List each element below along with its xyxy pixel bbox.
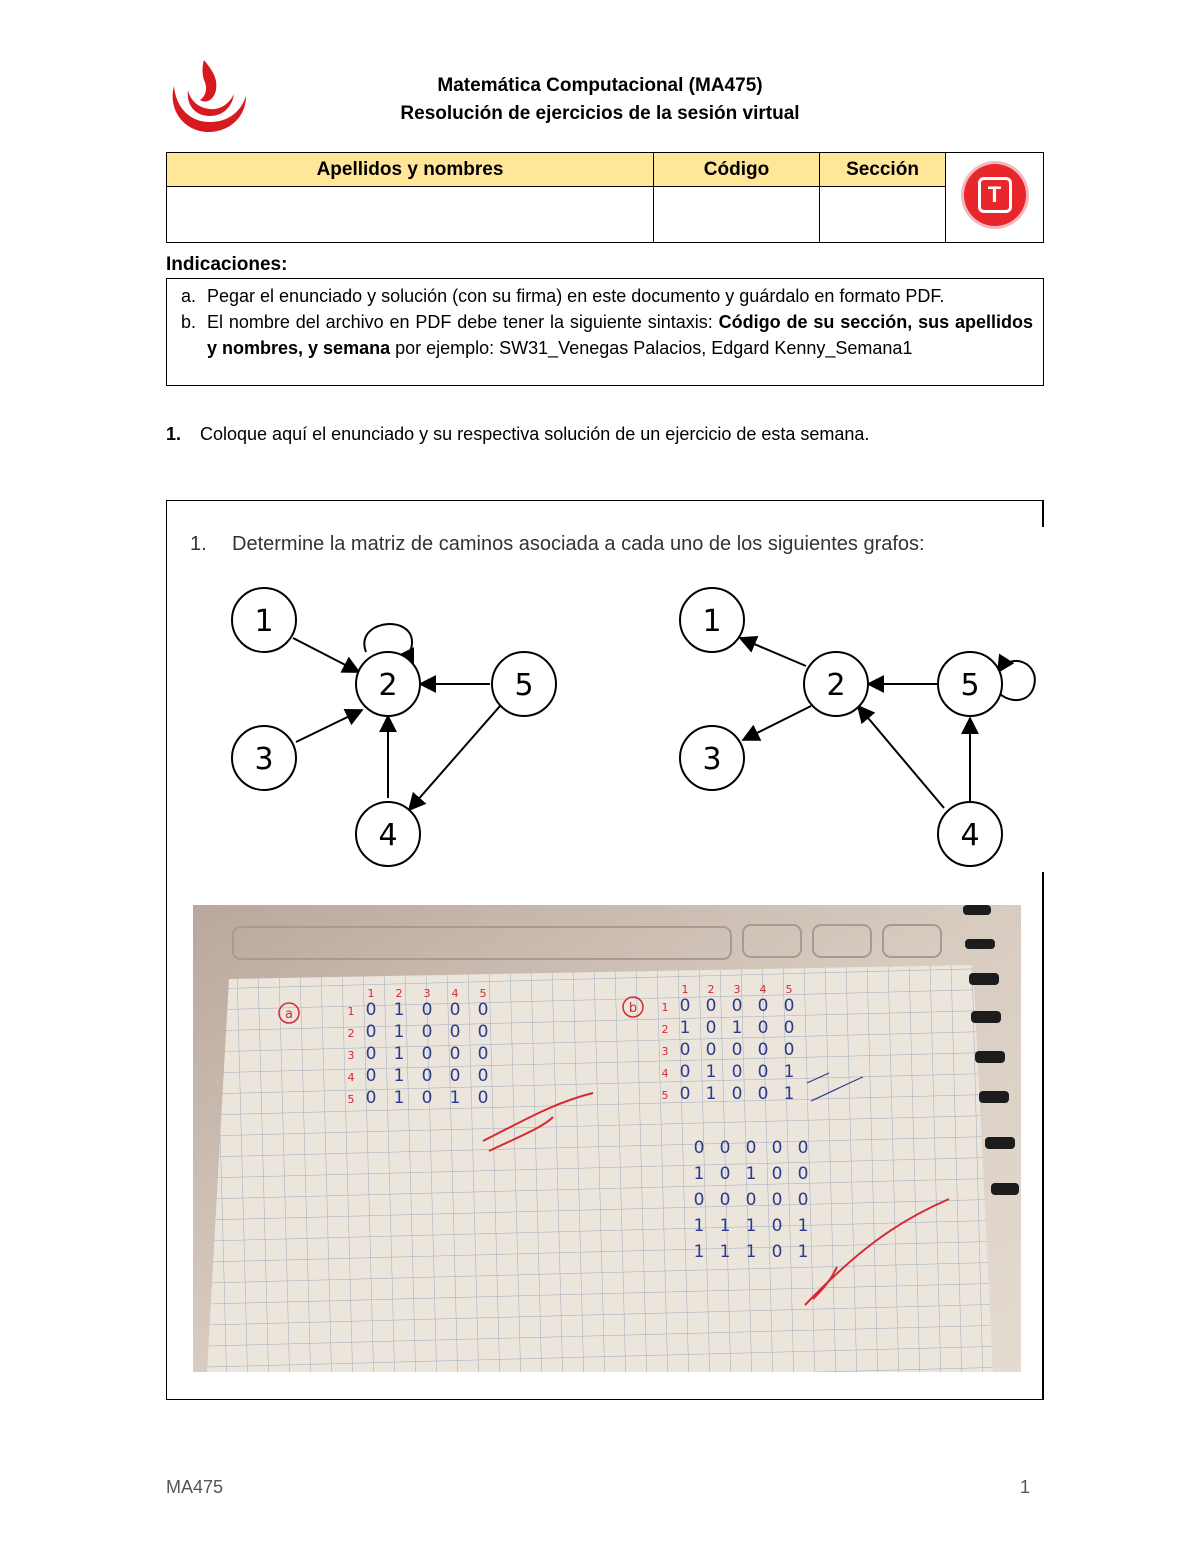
row-header: 2 xyxy=(661,1023,669,1036)
notebook-photo xyxy=(193,905,1021,1372)
label-b: b xyxy=(628,1001,638,1016)
matrix-cell: 0 xyxy=(477,1044,489,1064)
column-header: 2 xyxy=(707,983,715,996)
upc-logo-icon xyxy=(166,56,250,136)
node-label: 5 xyxy=(960,668,980,703)
name-field[interactable] xyxy=(167,187,654,243)
graphs-figure xyxy=(166,580,1042,880)
matrix-cell: 0 xyxy=(679,1084,691,1104)
graph-a xyxy=(293,624,500,810)
matrix-cell: 1 xyxy=(449,1088,461,1108)
section-field[interactable] xyxy=(820,187,946,243)
row-header: 5 xyxy=(661,1089,669,1102)
matrix-cell: 0 xyxy=(365,1044,377,1064)
matrix-cell: 0 xyxy=(449,1000,461,1020)
matrix-cell: 0 xyxy=(449,1022,461,1042)
matrix-cell: 1 xyxy=(719,1216,731,1236)
edge xyxy=(998,661,1035,700)
node-label: 2 xyxy=(826,668,846,703)
matrix-cell: 0 xyxy=(421,1000,433,1020)
column-header: 2 xyxy=(395,987,403,1000)
indication-item-a: a. Pegar el enunciado y solución (con su firma) en este documento y guárdalo en formato PDF. xyxy=(181,286,945,306)
matrix-cell: 0 xyxy=(365,1066,377,1086)
edge xyxy=(409,706,500,810)
row-header: 4 xyxy=(661,1067,669,1080)
document-header xyxy=(300,72,900,128)
matrix-cell: 1 xyxy=(705,1062,717,1082)
matrix-cell: 0 xyxy=(421,1088,433,1108)
matrix-cell: 0 xyxy=(705,1018,717,1038)
matrix-cell: 0 xyxy=(719,1190,731,1210)
matrix-cell: 0 xyxy=(421,1022,433,1042)
node-label: 2 xyxy=(378,668,398,703)
student-info-table xyxy=(166,152,1044,243)
matrix-cell: 0 xyxy=(679,996,691,1016)
name-header: Apellidos y nombres xyxy=(167,153,654,187)
matrix-cell: 0 xyxy=(757,1062,769,1082)
matrix-cell: 0 xyxy=(477,1088,489,1108)
matrix-cell: 0 xyxy=(771,1138,783,1158)
matrix-cell: 0 xyxy=(757,1040,769,1060)
column-header: 5 xyxy=(785,983,793,996)
matrix-cell: 1 xyxy=(679,1018,691,1038)
matrix-cell: 0 xyxy=(797,1138,809,1158)
matrix-cell: 1 xyxy=(693,1242,705,1262)
matrix-cell: 1 xyxy=(783,1084,795,1104)
matrix-cell: 0 xyxy=(477,1066,489,1086)
question-1: 1. Coloque aquí el enunciado y su respectiva solución de un ejercicio de esta semana. xyxy=(166,424,870,444)
matrix-cell: 1 xyxy=(393,1000,405,1020)
node-label: 4 xyxy=(960,818,980,853)
edge xyxy=(743,706,811,740)
indications-box xyxy=(166,278,1044,386)
label-a: a xyxy=(285,1007,293,1022)
matrix-cell: 0 xyxy=(783,1018,795,1038)
matrix-cell: 0 xyxy=(745,1190,757,1210)
matrix-cell: 1 xyxy=(731,1018,743,1038)
node-label: 1 xyxy=(702,604,722,639)
matrix-cell: 1 xyxy=(693,1216,705,1236)
footer-course-code: MA475 xyxy=(166,1477,224,1497)
edge xyxy=(296,710,362,742)
matrix-cell: 0 xyxy=(693,1138,705,1158)
matrix-cell: 0 xyxy=(797,1164,809,1184)
code-header: Código xyxy=(654,153,820,187)
matrix-cell: 0 xyxy=(449,1044,461,1064)
column-header: 1 xyxy=(367,987,375,1000)
row-header: 1 xyxy=(661,1001,669,1014)
matrix-cell: 1 xyxy=(745,1164,757,1184)
course-title: Matemática Computacional (MA475) xyxy=(437,75,763,96)
matrix-cell: 0 xyxy=(783,1040,795,1060)
matrix-cell: 1 xyxy=(393,1088,405,1108)
badge-cell xyxy=(946,153,1044,243)
matrix-cell: 1 xyxy=(797,1242,809,1262)
matrix-cell: 0 xyxy=(771,1216,783,1236)
frame-divider xyxy=(1042,500,1044,527)
matrix-cell: 1 xyxy=(719,1242,731,1262)
edit-badge-icon: T xyxy=(964,164,1026,226)
matrix-cell: 0 xyxy=(365,1088,377,1108)
matrix-cell: 0 xyxy=(477,1000,489,1020)
matrix-cell: 0 xyxy=(731,1084,743,1104)
indications-title: Indicaciones: xyxy=(166,254,288,275)
code-field[interactable] xyxy=(654,187,820,243)
row-header: 4 xyxy=(347,1071,355,1084)
matrix-cell: 0 xyxy=(421,1066,433,1086)
edge xyxy=(858,706,944,808)
matrix-cell: 0 xyxy=(771,1242,783,1262)
matrix-cell: 0 xyxy=(731,996,743,1016)
row-header: 1 xyxy=(347,1005,355,1018)
node-label: 3 xyxy=(254,742,274,777)
matrix-cell: 0 xyxy=(719,1138,731,1158)
row-header: 3 xyxy=(661,1045,669,1058)
matrix-cell: 0 xyxy=(797,1190,809,1210)
matrix-cell: 0 xyxy=(731,1040,743,1060)
column-header: 5 xyxy=(479,987,487,1000)
matrix-cell: 0 xyxy=(745,1138,757,1158)
matrix-cell: 0 xyxy=(679,1062,691,1082)
matrix-cell: 1 xyxy=(393,1022,405,1042)
matrix-cell: 1 xyxy=(393,1044,405,1064)
matrix-cell: 0 xyxy=(705,1040,717,1060)
edge xyxy=(740,638,806,666)
node-label: 1 xyxy=(254,604,274,639)
node-label: 3 xyxy=(702,742,722,777)
matrix-cell: 0 xyxy=(757,1018,769,1038)
column-header: 3 xyxy=(423,987,431,1000)
matrix-cell: 0 xyxy=(771,1164,783,1184)
section-header: Sección xyxy=(820,153,946,187)
matrix-cell: 1 xyxy=(393,1066,405,1086)
matrix-cell: 0 xyxy=(679,1040,691,1060)
matrix-cell: 0 xyxy=(449,1066,461,1086)
node-label: 5 xyxy=(514,668,534,703)
matrix-cell: 1 xyxy=(797,1216,809,1236)
node-label: 4 xyxy=(378,818,398,853)
matrix-cell: 0 xyxy=(477,1022,489,1042)
indication-item-b: b. El nombre del archivo en PDF debe tener la siguiente sintaxis: Código de su sección, sus apellidos y nombres, y semana por ejemplo: SW31_Venegas Palacios, Edgard Kenny_Semana1 xyxy=(181,312,1033,358)
frame-divider xyxy=(1042,872,1044,1400)
document-subtitle: Resolución de ejercicios de la sesión virtual xyxy=(400,103,800,124)
matrix-cell: 1 xyxy=(745,1216,757,1236)
matrix-cell: 0 xyxy=(783,996,795,1016)
graph-b-nodes xyxy=(680,588,1002,866)
column-header: 1 xyxy=(681,983,689,996)
column-header: 4 xyxy=(759,983,767,996)
row-header: 3 xyxy=(347,1049,355,1062)
matrix-cell: 0 xyxy=(421,1044,433,1064)
matrix-cell: 0 xyxy=(757,996,769,1016)
matrix-cell: 1 xyxy=(693,1164,705,1184)
matrix-cell: 0 xyxy=(771,1190,783,1210)
matrix-cell: 0 xyxy=(365,1022,377,1042)
page-number: 1 xyxy=(1020,1477,1031,1497)
matrix-cell: 0 xyxy=(757,1084,769,1104)
matrix-cell: 0 xyxy=(705,996,717,1016)
column-header: 3 xyxy=(733,983,741,996)
edge xyxy=(293,638,359,672)
matrix-cell: 0 xyxy=(693,1190,705,1210)
row-header: 5 xyxy=(347,1093,355,1106)
matrix-cell: 0 xyxy=(731,1062,743,1082)
matrix-cell: 1 xyxy=(745,1242,757,1262)
row-header: 2 xyxy=(347,1027,355,1040)
matrix-cell: 0 xyxy=(365,1000,377,1020)
matrix-cell: 1 xyxy=(705,1084,717,1104)
matrix-cell: 1 xyxy=(783,1062,795,1082)
matrix-cell: 0 xyxy=(719,1164,731,1184)
exercise-title: 1. Determine la matriz de caminos asociada a cada uno de los siguientes grafos: xyxy=(190,533,925,555)
column-header: 4 xyxy=(451,987,459,1000)
